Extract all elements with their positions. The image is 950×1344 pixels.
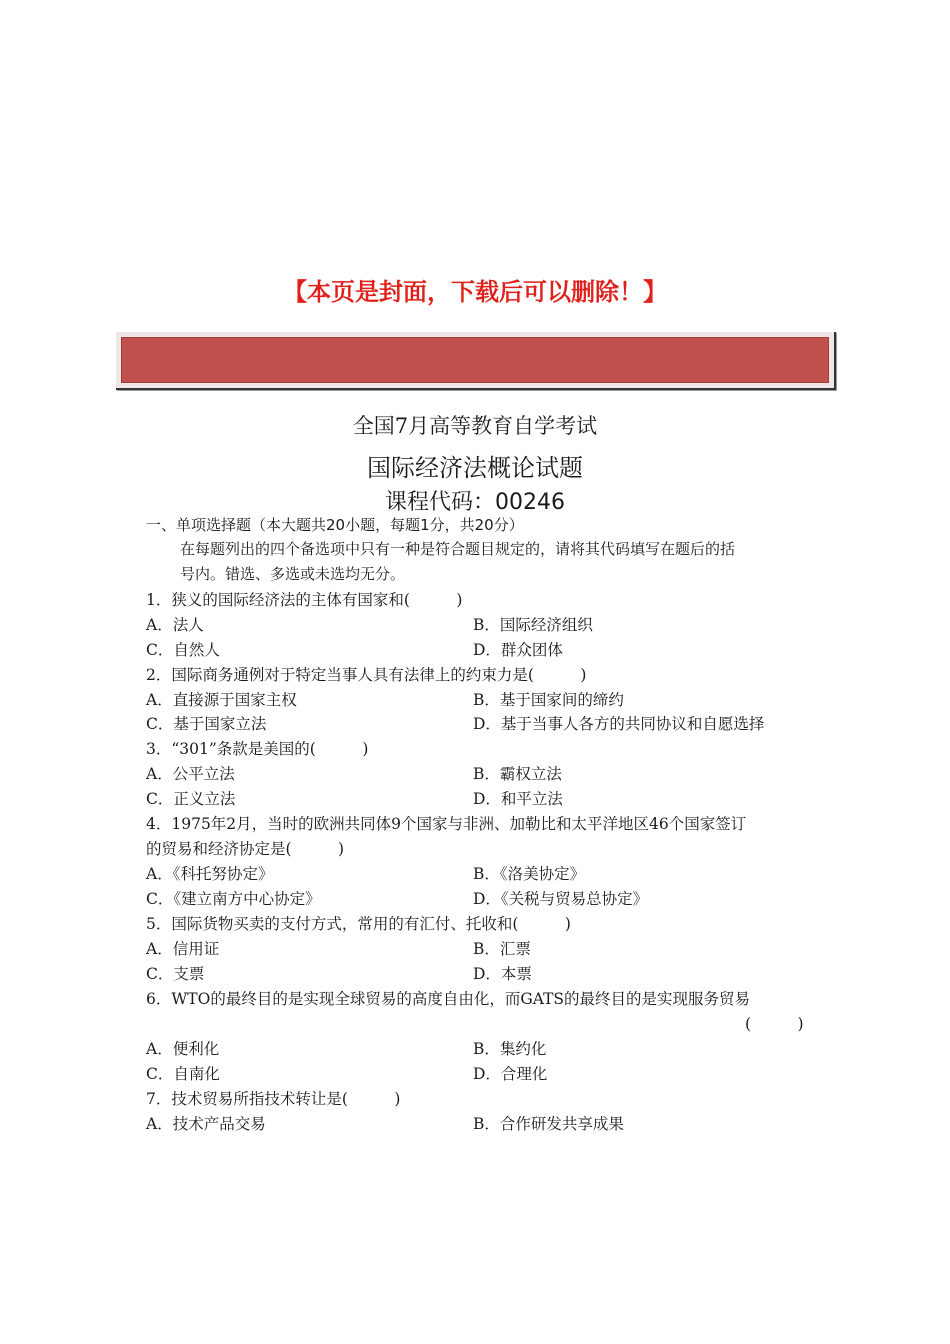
question-6-bracket: ( ): [745, 1015, 804, 1033]
q7-option-a: A．技术产品交易: [146, 1115, 266, 1133]
q2-option-a: A．直接源于国家主权: [146, 691, 297, 709]
question-3: 3．“301”条款是美国的( ): [146, 740, 369, 758]
q6-option-b: B．集约化: [473, 1040, 547, 1058]
question-1: 1．狭义的国际经济法的主体有国家和( ): [146, 591, 463, 609]
q2-option-d: D．基于当事人各方的共同协议和自愿选择: [473, 715, 765, 733]
q1-option-a: A．法人: [146, 616, 204, 634]
q4-option-a: A．《科托努协定》: [146, 865, 274, 883]
q6-option-c: C．自南化: [146, 1065, 220, 1083]
question-4-cont: 的贸易和经济协定是( ): [146, 840, 345, 858]
course-code: 课程代码：00246: [385, 490, 565, 515]
q1-option-b: B．国际经济组织: [473, 616, 593, 634]
q5-option-b: B．汇票: [473, 940, 531, 958]
question-4: 4．1975年2月，当时的欧洲共同体9个国家与非洲、加勒比和太平洋地区46个国家签订: [146, 815, 747, 833]
cover-notice: 【本页是封面，下载后可以删除！】: [283, 278, 667, 306]
q3-option-b: B．霸权立法: [473, 765, 562, 783]
exam-title: 全国7月高等教育自学考试: [352, 414, 598, 438]
q4-option-d: D．《关税与贸易总协定》: [473, 890, 649, 908]
q7-option-b: B．合作研发共享成果: [473, 1115, 624, 1133]
q5-option-c: C．支票: [146, 965, 205, 983]
question-6: 6．WTO的最终目的是实现全球贸易的高度自由化，而GATS的最终目的是实现服务贸易: [146, 990, 751, 1008]
q1-option-d: D．群众团体: [473, 641, 563, 659]
instruction-line-1: 在每题列出的四个备选项中只有一种是符合题目规定的，请将其代码填写在题后的括: [180, 540, 736, 558]
q5-option-a: A．信用证: [146, 940, 220, 958]
section-title: 一、单项选择题（本大题共20小题，每题1分，共20分）: [146, 516, 524, 534]
question-7: 7．技术贸易所指技术转让是( ): [146, 1090, 401, 1108]
subject-title: 国际经济法概论试题: [367, 454, 583, 482]
red-banner: [121, 337, 829, 383]
q3-option-a: A．公平立法: [146, 765, 235, 783]
q4-option-b: B．《洛美协定》: [473, 865, 586, 883]
q4-option-c: C．《建立南方中心协定》: [146, 890, 321, 908]
q6-option-d: D．合理化: [473, 1065, 548, 1083]
instruction-line-2: 号内。错选、多选或未选均无分。: [180, 565, 406, 583]
q1-option-c: C．自然人: [146, 641, 220, 659]
q3-option-c: C．正义立法: [146, 790, 236, 808]
q3-option-d: D．和平立法: [473, 790, 563, 808]
q2-option-b: B．基于国家间的缔约: [473, 691, 624, 709]
q2-option-c: C．基于国家立法: [146, 715, 267, 733]
q5-option-d: D．本票: [473, 965, 532, 983]
question-5: 5．国际货物买卖的支付方式，常用的有汇付、托收和( ): [146, 915, 571, 933]
q6-option-a: A．便利化: [146, 1040, 220, 1058]
banner-frame: [116, 332, 836, 390]
question-2: 2．国际商务通例对于特定当事人具有法律上的约束力是( ): [146, 666, 587, 684]
